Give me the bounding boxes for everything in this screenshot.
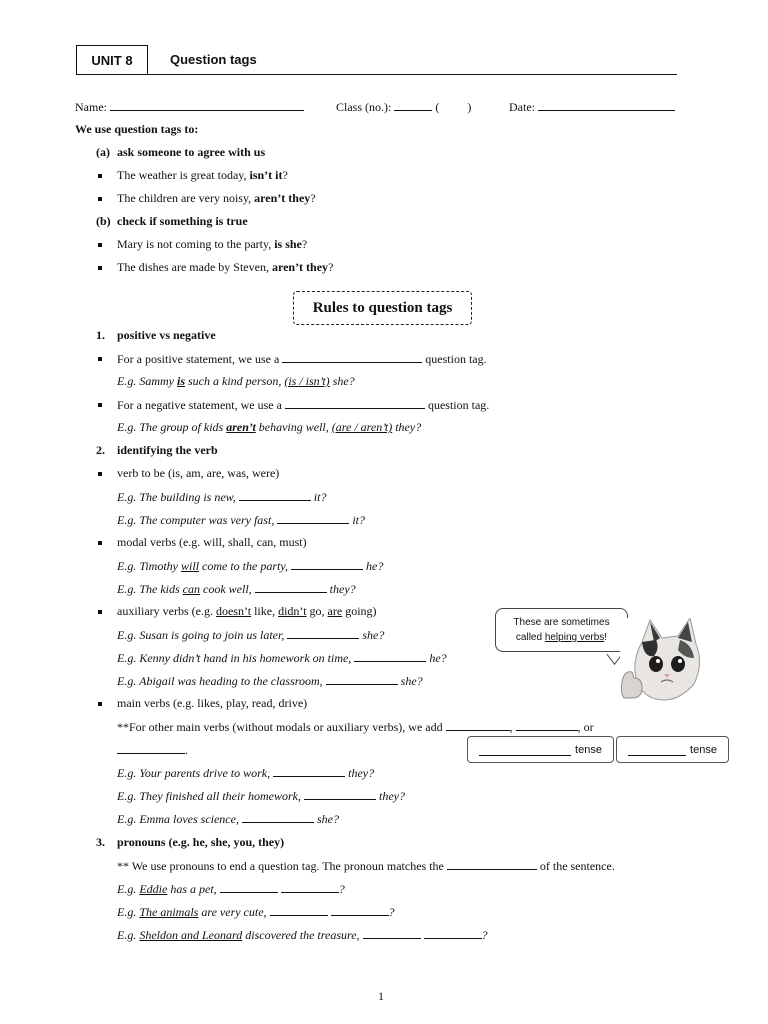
modal-verbs-bullet: modal verbs (e.g. will, shall, can, must) [117,535,307,549]
note-text: , [509,720,516,734]
example-text: she? [329,374,355,388]
example-choice: (is / isn’t) [284,374,330,388]
intro-heading: We use question tags to: [75,122,199,136]
intro-a-text: ask someone to agree with us [117,145,266,159]
answer-blank[interactable] [304,788,376,800]
example-text: she? [397,674,423,688]
answer-blank[interactable] [277,512,349,524]
note-text: **For other main verbs (without modals or auxiliary verbs), we add [117,720,446,734]
bullet-text: For a positive statement, we use a [117,352,283,366]
section-1-number: 1. [96,328,105,342]
main-verbs-example-1 [117,765,374,781]
example-end: ? [301,237,308,251]
tense-label: tense [690,743,717,756]
answer-blank[interactable] [326,673,398,685]
example-text: E.g. [117,905,140,919]
section-3-heading: pronouns (e.g. he, she, you, they) [117,835,285,849]
rules-title-box [293,291,472,325]
example-text: The children are very noisy, [117,191,255,205]
example-text: Mary is not coming to the party, [117,237,275,251]
answer-blank[interactable] [331,904,389,916]
bullet-text: For a negative statement, we use a [117,398,285,412]
bullet [98,266,102,270]
example-text: E.g. The group of kids [117,420,227,434]
bullet [98,174,102,178]
callout-text: ! [604,632,608,643]
example-text: it? [349,513,365,527]
example-subject: Eddie [139,882,168,896]
example-end: ? [282,168,288,182]
answer-blank[interactable] [270,904,328,916]
verb-to-be-example-1 [117,489,326,505]
example-tag: isn’t it [249,168,283,182]
class-no-open: ( [435,100,440,114]
name-label: Name: [75,100,107,114]
example-text: cook well, [200,582,255,596]
section-1-example-2 [117,420,421,435]
example-text: they? [326,582,356,596]
page-number: 1 [378,989,384,1003]
tense-box-left [467,736,614,763]
example-text: they? [345,766,375,780]
section-1-example-1 [117,374,355,389]
modal-example-1 [117,558,383,574]
bullet [98,197,102,201]
class-field[interactable] [394,99,432,111]
answer-blank[interactable] [273,765,345,777]
main-verbs-note [117,719,594,735]
intro-b-marker: (b) [96,214,111,228]
verb-to-be-example-2 [117,512,365,528]
example-end: ? [328,260,334,274]
bullet-text: question tag. [424,398,490,412]
example-tag: aren’t they [254,191,311,205]
pronoun-note [117,858,615,874]
example-text: he? [426,651,447,665]
example-end: ? [310,191,316,205]
example-subject: Sheldon and Leonard [139,928,243,942]
example-text: E.g. Emma loves science, [117,812,242,826]
tense-label: tense [575,743,602,756]
intro-b-text: check if something is true [117,214,248,228]
class-row [336,99,471,115]
note-text: . [185,743,188,757]
answer-blank[interactable] [424,927,482,939]
example-text: E.g. The kids [117,582,183,596]
date-label: Date: [509,100,535,114]
section-2-number: 2. [96,443,105,457]
bullet [98,472,102,476]
note-text: of the sentence. [536,859,615,873]
answer-blank[interactable] [242,811,314,823]
thumbs-up-cat-image [620,618,704,704]
answer-blank[interactable] [281,881,339,893]
example-choice: (are / aren’t) [331,420,393,434]
example-text: behaving well, [255,420,332,434]
bullet-text: going) [342,604,377,618]
modal-example-2 [117,581,356,597]
example-text: E.g. Kenny didn’t hand in his homework on time, [117,651,355,665]
note-text: ** We use pronouns to end a question tag. The pronoun matches the [117,859,447,873]
section-1-heading: positive vs negative [117,328,216,342]
note-text: , or [577,720,594,734]
callout-term: helping verbs [544,632,605,643]
example-text: E.g. They finished all their homework, [117,789,304,803]
example-subject: The animals [139,905,199,919]
answer-blank[interactable] [220,881,278,893]
example-verb: will [181,559,200,573]
class-no-close: ) [467,100,472,114]
answer-blank[interactable] [354,650,426,662]
intro-a-marker: (a) [96,145,110,159]
bullet [98,403,102,407]
example-text: E.g. Timothy [117,559,182,573]
bullet-verb: doesn’t [215,604,252,618]
bullet [98,541,102,545]
answer-blank[interactable] [479,744,571,756]
date-row [509,99,675,115]
answer-blank[interactable] [447,858,537,870]
verb-to-be-bullet: verb to be (is, am, are, was, were) [117,466,280,480]
example-text: discovered the treasure, [242,928,363,942]
bullet [98,357,102,361]
title-underline [76,74,677,75]
pronoun-example-3 [117,927,488,943]
section-3-number: 3. [96,835,105,849]
auxiliary-example-3 [117,673,423,689]
intro-b-example-2 [117,260,333,275]
answer-blank[interactable] [285,397,425,409]
bullet [98,243,102,247]
section-1-bullet-2 [117,397,489,413]
bullet-text: like, [251,604,279,618]
example-text: are very cute, [198,905,270,919]
callout-line-1: These are sometimes [513,617,610,628]
callout-line-2 [496,630,627,645]
bullet [98,610,102,614]
example-text: ? [481,928,488,942]
bullet [98,702,102,706]
answer-blank[interactable] [446,719,510,731]
example-text: she? [359,628,385,642]
example-text: E.g. The computer was very fast, [117,513,278,527]
answer-blank[interactable] [239,489,311,501]
auxiliary-example-2 [117,650,447,666]
answer-blank[interactable] [363,927,421,939]
intro-a-example-2 [117,191,316,206]
date-field[interactable] [538,99,675,111]
example-text: E.g. Susan is going to join us later, [117,628,288,642]
example-text: come to the party, [199,559,292,573]
section-1-bullet-1 [117,351,487,367]
bullet-verb: didn’t [278,604,307,618]
example-text: E.g. Abigail was heading to the classroom, [117,674,326,688]
example-text: she? [313,812,339,826]
example-text: E.g. The building is new, [117,490,239,504]
answer-blank[interactable] [628,744,686,756]
intro-b-example-1 [117,237,307,252]
example-text: it? [310,490,327,504]
example-tag: aren’t they [271,260,329,274]
helping-verbs-callout [495,608,628,652]
example-text: they? [375,789,405,803]
answer-blank[interactable] [117,742,185,754]
example-text: E.g. Sammy [117,374,177,388]
example-text: E.g. Your parents drive to work, [117,766,274,780]
auxiliary-example-1 [117,627,384,643]
example-text: The weather is great today, [117,168,250,182]
example-tag: is she [274,237,302,251]
tense-box-right [616,736,729,763]
answer-blank[interactable] [255,581,327,593]
section-2-heading: identifying the verb [117,443,218,457]
answer-blank[interactable] [287,627,359,639]
name-row [75,99,304,115]
unit-label-box [76,45,148,75]
name-field[interactable] [110,99,304,111]
example-verb: aren’t [226,420,256,434]
pronoun-example-2 [117,904,395,920]
answer-blank[interactable] [291,558,363,570]
bullet-text: auxiliary verbs (e.g. [117,604,216,618]
main-verbs-example-2 [117,788,405,804]
main-verbs-bullet: main verbs (e.g. likes, play, read, drive) [117,696,308,710]
example-text: ? [388,905,395,919]
example-text: has a pet, [167,882,220,896]
page-title: Question tags [170,52,257,67]
example-text: he? [363,559,384,573]
example-text: they? [392,420,422,434]
main-verbs-note-cont [117,742,188,758]
example-text: ? [338,882,345,896]
bullet-text: go, [306,604,328,618]
callout-text: called [515,632,545,643]
answer-blank[interactable] [516,719,578,731]
answer-blank[interactable] [282,351,422,363]
bullet-verb: are [327,604,343,618]
example-verb: can [182,582,200,596]
example-text: E.g. [117,882,140,896]
bullet-text: question tag. [422,352,487,366]
example-text: E.g. [117,928,140,942]
auxiliary-verbs-bullet [117,604,377,619]
example-text: The dishes are made by Steven, [117,260,272,274]
rules-title: Rules to question tags [312,299,453,316]
example-text: such a kind person, [185,374,285,388]
class-label: Class (no.): [336,100,392,114]
unit-label: UNIT 8 [91,52,133,68]
intro-a-example-1 [117,168,288,183]
pronoun-example-1 [117,881,345,897]
main-verbs-example-3 [117,811,339,827]
example-verb: is [177,374,186,388]
